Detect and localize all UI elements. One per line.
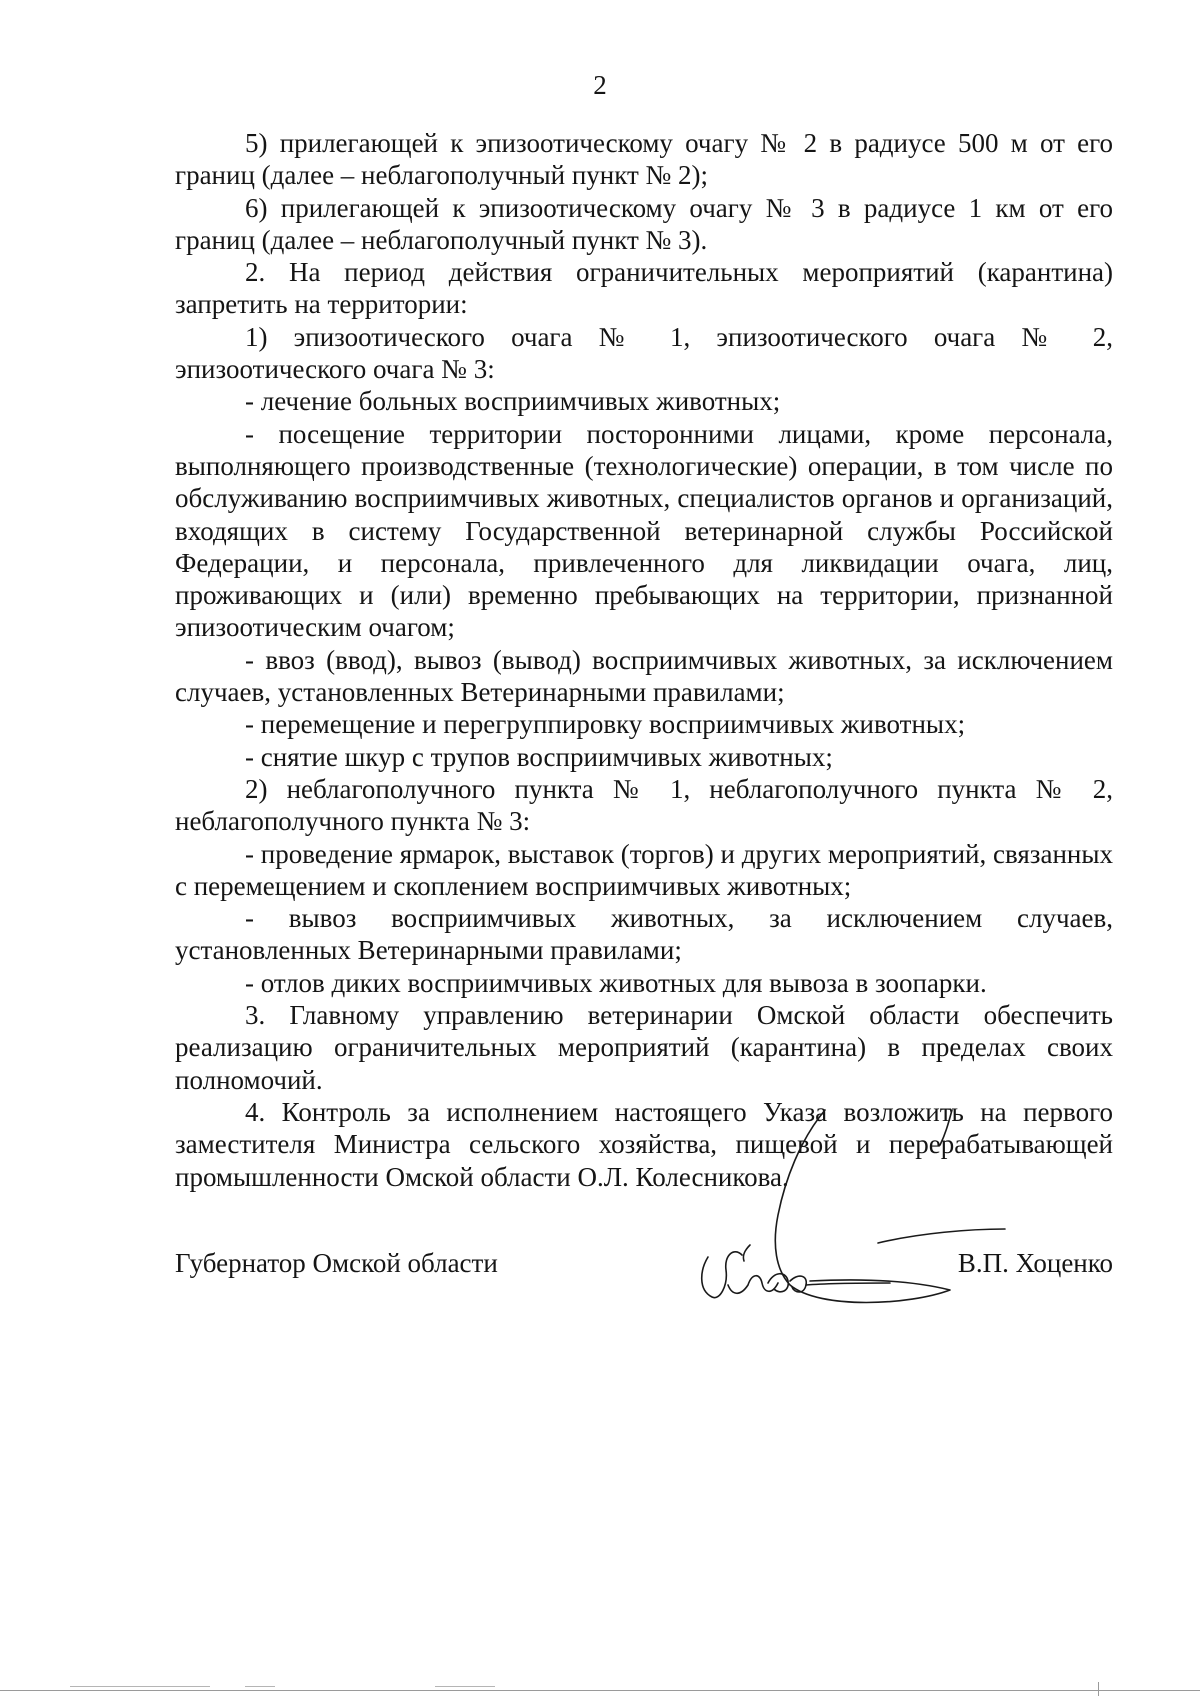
- paragraph-section-3: 3. Главному управлению ветеринарии Омской области обеспечить реализацию ограничительных мероприятий (карантина) в пределах своих полномочий.: [175, 1000, 1113, 1095]
- paragraph-item-6: 6) прилегающей к эпизоотическому очагу № 3 в радиусе 1 км от его границ (далее – неблагополучный пункт № 3).: [175, 192, 1113, 255]
- scan-edge-line: [0, 1690, 1200, 1691]
- paragraph-ban-regrouping: - перемещение и перегруппировку восприимчивых животных;: [245, 709, 966, 740]
- paragraph-ban-fairs: - проведение ярмарок, выставок (торгов) и других мероприятий, связанных с перемещением и скоплением восприимчивых животных;: [175, 838, 1113, 901]
- paragraph-ban-import-export: - ввоз (ввод), вывоз (вывод) восприимчивых животных, за исключением случаев, установленных Ветеринарными правилами;: [175, 644, 1113, 708]
- paragraph-subsection-2: 2) неблагополучного пункта № 1, неблагополучного пункта № 2, неблагополучного пункта № 3:: [175, 773, 1113, 837]
- paragraph-item-5: 5) прилегающей к эпизоотическому очагу № 2 в радиусе 500 м от его границ (далее – неблагополучный пункт № 2);: [175, 128, 1113, 191]
- handwritten-signature: [690, 1105, 1040, 1345]
- paragraph-ban-visits: - посещение территории посторонними лицами, кроме персонала, выполняющего производственные (технологические) операции, в том числе по обслуживанию восприимчивых животных, специалистов органов и организаций, входящих в систему Государственной ветеринарной службы Российской Федерации, и персонала, привлеченного для ликвидации очага, лиц, проживающих и (или) временно пребывающих на территории, признанной эпизоотическим очагом;: [175, 418, 1113, 643]
- signatory-name: В.П. Хоценко: [957, 1248, 1113, 1278]
- paragraph-ban-skinning: - снятие шкур с трупов восприимчивых животных;: [245, 741, 833, 772]
- scan-artifact: [245, 1686, 275, 1687]
- scan-artifact: [70, 1686, 210, 1687]
- paragraph-section-4: 4. Контроль за исполнением настоящего Указа возложить на первого заместителя Министра сельского хозяйства, пищевой и перерабатывающей промышленности Омской области О.Л. Колесникова.: [175, 1096, 1113, 1192]
- paragraph-section-2: 2. На период действия ограничительных мероприятий (карантина) запретить на территории:: [175, 257, 1113, 320]
- document-body: [175, 127, 1113, 1193]
- scan-artifact: [435, 1686, 495, 1687]
- paragraph-subsection-1: 1) эпизоотического очага № 1, эпизоотического очага № 2, эпизоотического очага № 3:: [175, 321, 1113, 385]
- signatory-position: Губернатор Омской области: [175, 1248, 498, 1278]
- paragraph-ban-removal: - вывоз восприимчивых животных, за исключением случаев, установленных Ветеринарными правилами;: [175, 903, 1113, 966]
- paragraph-ban-treatment: - лечение больных восприимчивых животных;: [245, 386, 781, 417]
- page-number: 2: [593, 70, 607, 100]
- paragraph-ban-capture: - отлов диких восприимчивых животных для вывоза в зоопарки.: [245, 967, 987, 998]
- scan-edge-tick: [1098, 1682, 1099, 1696]
